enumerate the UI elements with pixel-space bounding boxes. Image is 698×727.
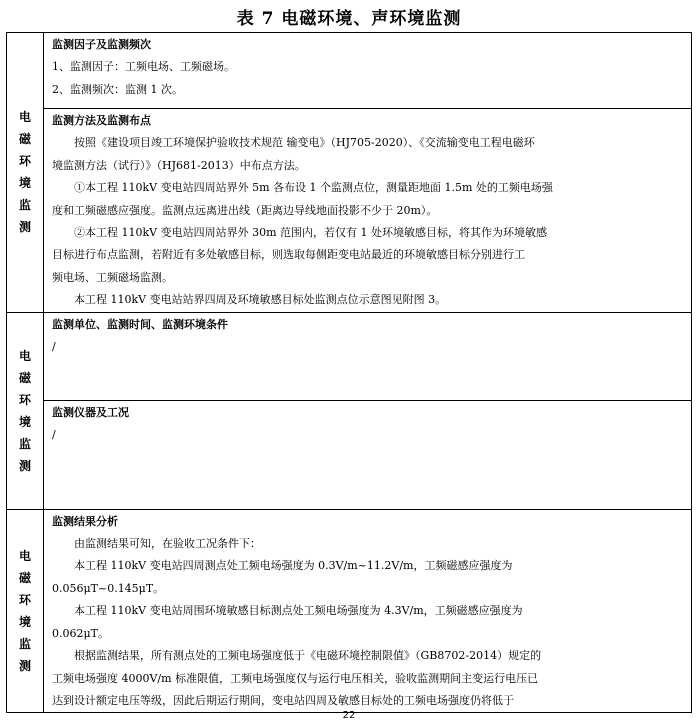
- em-section-label: 电 磁 环 境 监 测: [7, 33, 44, 313]
- result-p3-line-3: 达到设计额定电压等级，因此后期运行期间，变电站四周及敏感目标处的工频电场强度仍将低于: [52, 693, 514, 707]
- result-section-label: 电 磁 环 境 监 测: [7, 509, 44, 713]
- unit-value: /: [52, 340, 56, 354]
- unit-subsection: [44, 313, 691, 401]
- result-p3-line-1: 根据监测结果，所有测点处的工频电场强度低于《电磁环境控制限值》（GB8702-2014）规定的: [74, 649, 542, 663]
- page-number: 22: [342, 710, 356, 721]
- method-p1-line-2: 境监测方法（试行）》（HJ681-2013）中布点方法。: [52, 158, 306, 172]
- factor-cell: [44, 33, 692, 109]
- method-heading: 监测方法及监测布点: [52, 114, 151, 127]
- factor-line-2: 2、监测频次：监测 1 次。: [52, 82, 183, 96]
- unit-heading: 监测单位、监测时间、监测环境条件: [52, 317, 228, 331]
- method-p4: 本工程 110kV 变电站站界四周及环境敏感目标处监测点位示意图见附图 3。: [74, 293, 447, 307]
- table-title: 表 7 电磁环境、声环境监测: [236, 9, 462, 29]
- instrument-subsection: [44, 401, 691, 508]
- instrument-value: /: [52, 428, 56, 442]
- factor-heading: 监测因子及监测频次: [52, 38, 151, 51]
- result-cell: [44, 509, 692, 713]
- method-p3-line-1: ②本工程 110kV 变电站四周站界外 30m 范围内，若仅有 1 处环境敏感目标，将其作为环境敏感: [74, 226, 548, 240]
- instrument-heading: 监测仪器及工况: [52, 405, 129, 419]
- unit-section-label: 电 磁 环 境 监 测: [7, 312, 44, 509]
- result-p2-line-1: 本工程 110kV 变电站周围环境敏感目标测点处工频电场强度为 4.3V/m，工频磁感应强度为: [74, 604, 523, 618]
- method-p2-line-1: ①本工程 110kV 变电站四周站界外 5m 各布设 1 个监测点位，测量距地面 1.5m 处的工频电场强: [74, 181, 553, 195]
- monitoring-table: [6, 32, 692, 713]
- method-p2-line-2: 度和工频磁感应强度。监测点远离进出线（距离边导线地面投影不少于 20m）。: [52, 203, 438, 217]
- unit-instrument-cell: [44, 312, 692, 509]
- method-cell: [44, 109, 692, 313]
- method-p1-line-1: 按照《建设项目竣工环境保护验收技术规范 输变电》（HJ705-2020）、《交流输变电工程电磁环: [74, 136, 535, 150]
- result-intro: 由监测结果可知，在验收工况条件下：: [74, 537, 261, 551]
- result-p3-line-2: 工频电场强度 4000V/m 标准限值，工频电场强度仅与运行电压相关，验收监测期间主变运行电压已: [52, 671, 539, 685]
- result-p2-line-2: 0.062μT。: [52, 626, 109, 640]
- result-p1-line-1: 本工程 110kV 变电站四周测点处工频电场强度为 0.3V/m~11.2V/m，工频磁感应强度为: [74, 559, 513, 573]
- method-p3-line-2: 目标进行布点监测，若附近有多处敏感目标，则选取每侧距变电站最近的环境敏感目标分别进行工: [52, 248, 525, 262]
- result-heading: 监测结果分析: [52, 514, 118, 528]
- factor-line-1: 1、监测因子：工频电场、工频磁场。: [52, 60, 235, 74]
- result-p1-line-2: 0.056μT~0.145μT。: [52, 581, 165, 595]
- method-p3-line-3: 频电场、工频磁场监测。: [52, 270, 173, 284]
